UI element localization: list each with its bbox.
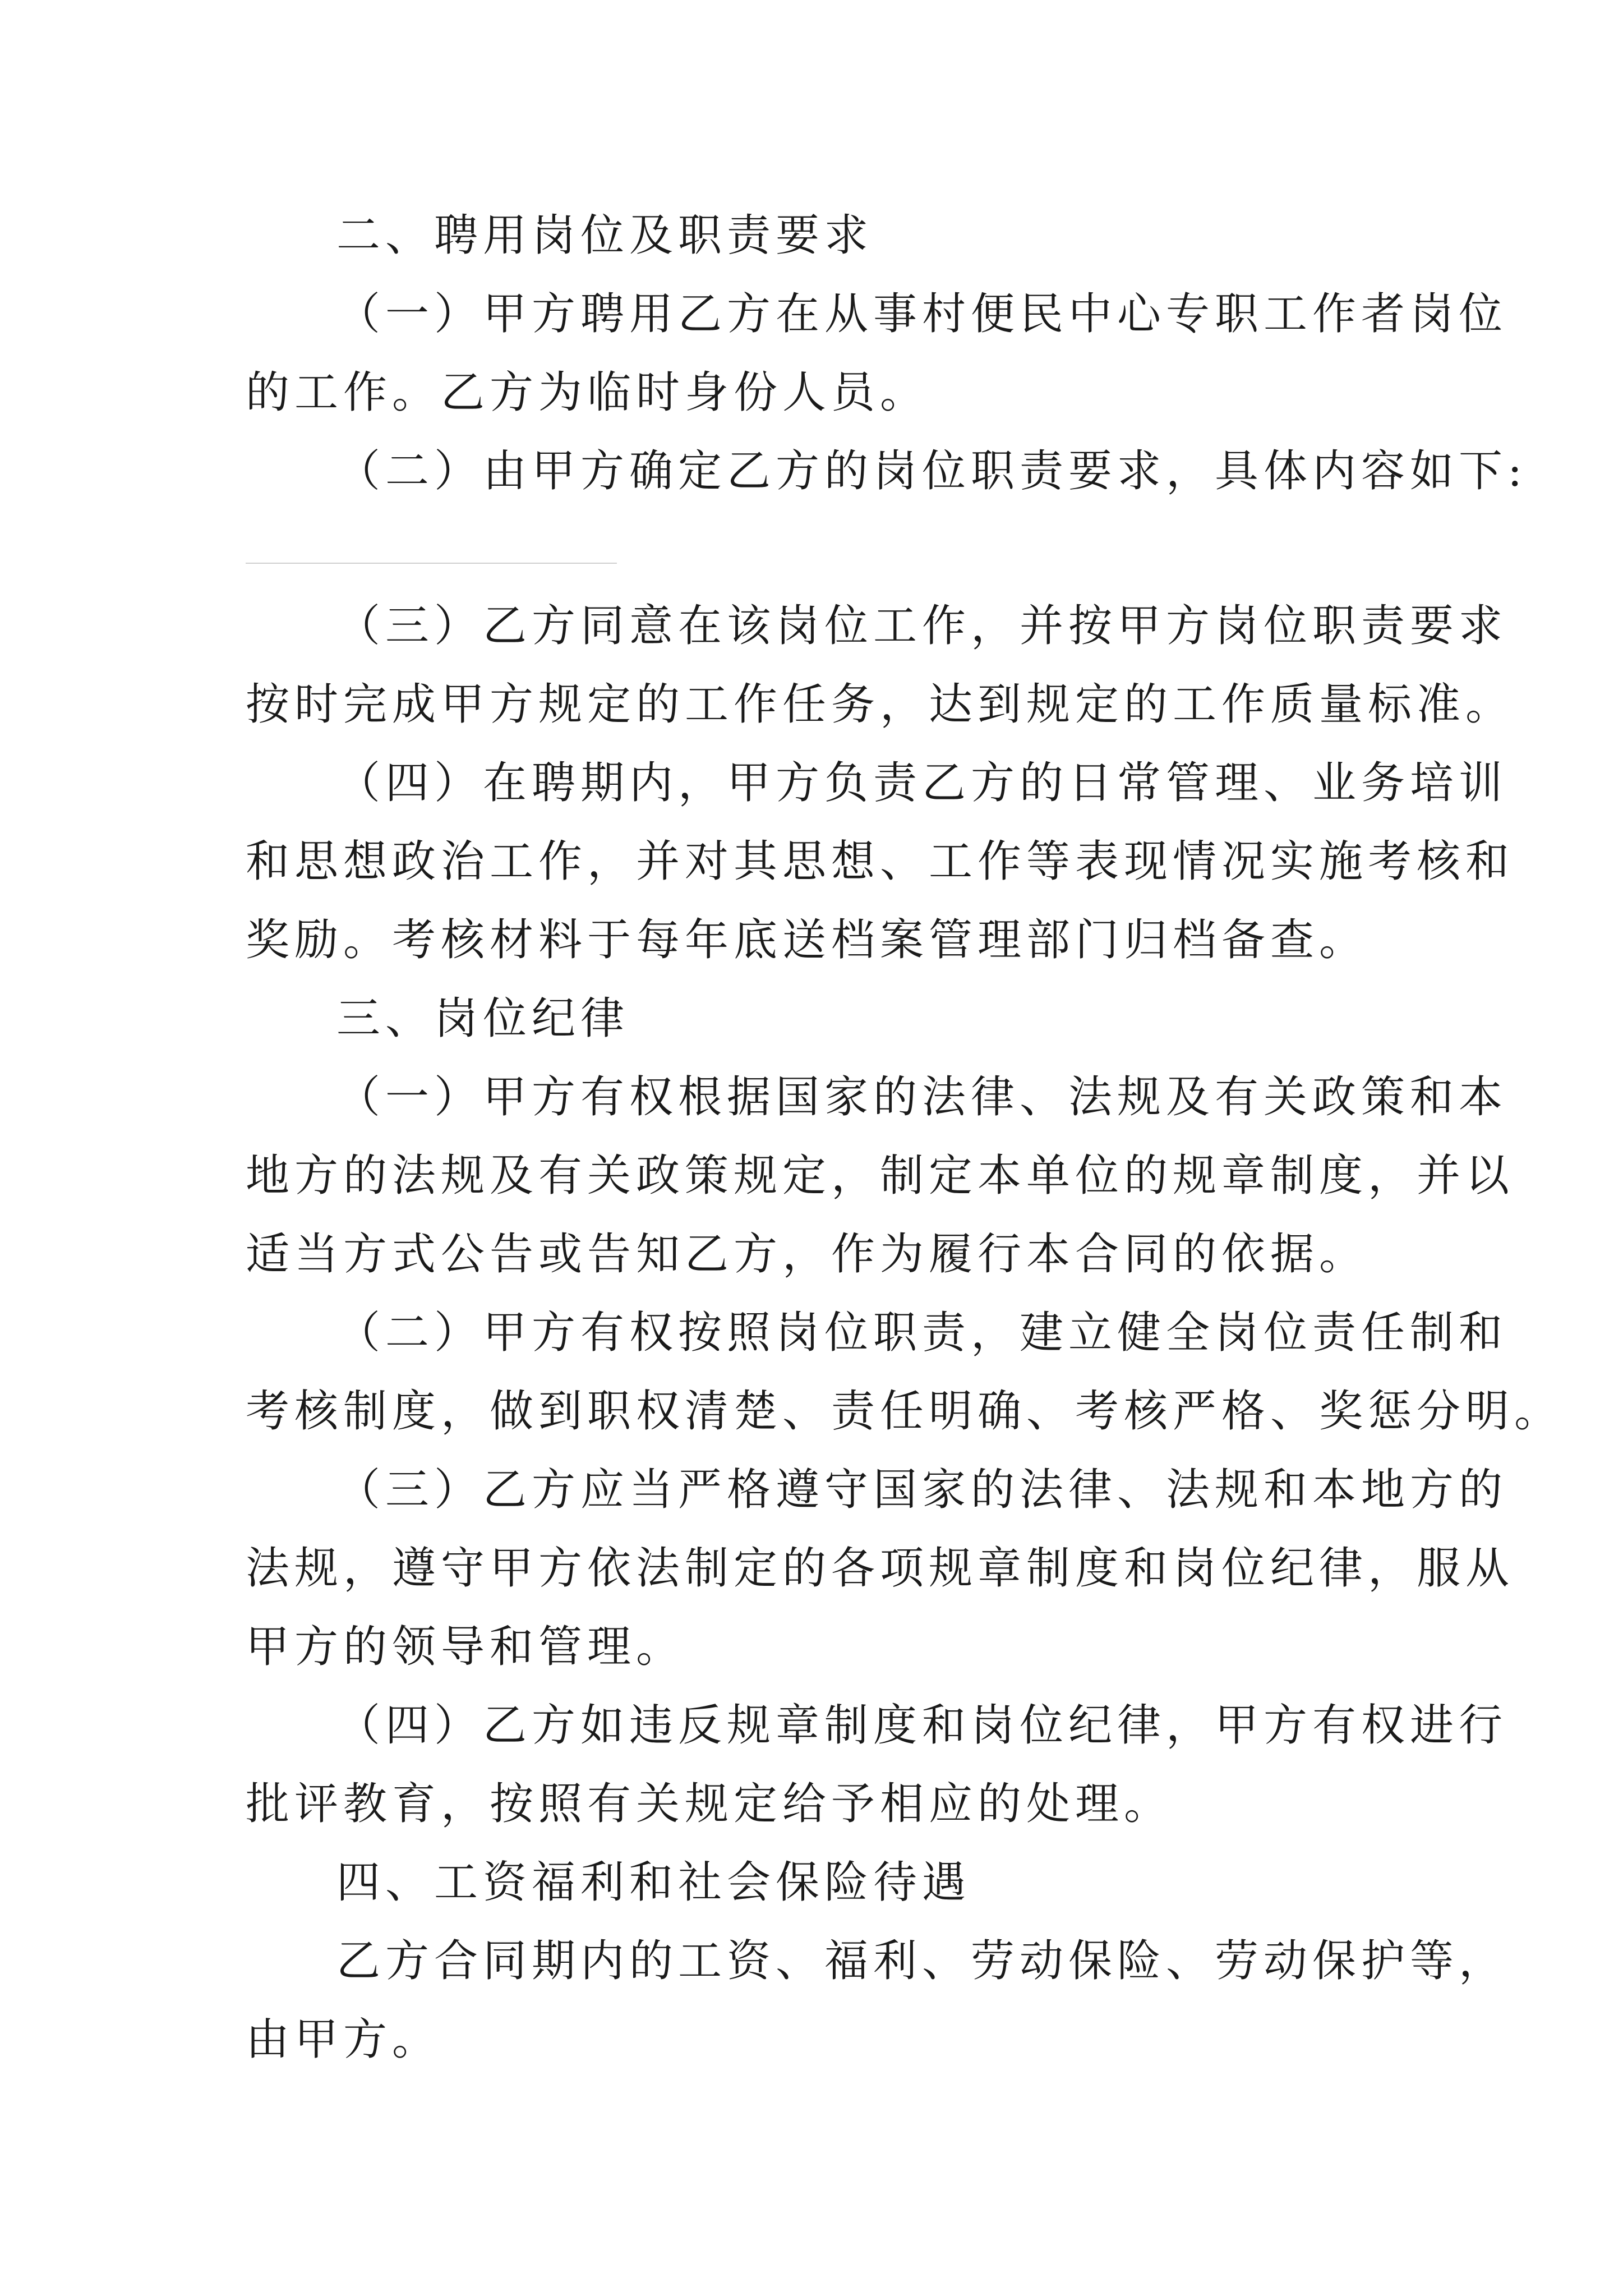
paragraph-line: 批评教育，按照有关规定给予相应的处理。	[246, 1779, 1173, 1829]
paragraph-line: 乙方合同期内的工资、福利、劳动保险、劳动保护等，	[336, 1936, 1508, 1986]
paragraph-line: （二）由甲方确定乙方的岗位职责要求，具体内容如下:	[336, 446, 1528, 496]
section-heading-2: 二、聘用岗位及职责要求	[336, 210, 874, 261]
paragraph-line: 甲方的领导和管理。	[246, 1622, 685, 1672]
paragraph-line: 适当方式公告或告知乙方，作为履行本合同的依据。	[246, 1229, 1368, 1280]
paragraph-line: （一）甲方聘用乙方在从事村便民中心专职工作者岗位	[336, 289, 1508, 339]
divider-line	[246, 563, 617, 564]
paragraph-line: 按时完成甲方规定的工作任务，达到规定的工作质量标准。	[246, 679, 1515, 730]
paragraph-line: 由甲方。	[246, 2014, 441, 2065]
paragraph-line: 法规，遵守甲方依法制定的各项规章制度和岗位纪律，服从	[246, 1543, 1515, 1594]
paragraph-line: （三）乙方应当严格遵守国家的法律、法规和本地方的	[336, 1465, 1508, 1515]
paragraph-line: 的工作。乙方为临时身份人员。	[246, 367, 929, 418]
paragraph-line: （四）乙方如违反规章制度和岗位纪律，甲方有权进行	[336, 1700, 1508, 1751]
paragraph-line: （一）甲方有权根据国家的法律、法规及有关政策和本	[336, 1072, 1508, 1122]
section-heading-3: 三、岗位纪律	[336, 993, 630, 1044]
paragraph-line: 和思想政治工作，并对其思想、工作等表现情况实施考核和	[246, 836, 1515, 887]
section-heading-4: 四、工资福利和社会保险待遇	[336, 1857, 971, 1908]
paragraph-line: （二）甲方有权按照岗位职责，建立健全岗位责任制和	[336, 1308, 1508, 1358]
paragraph-line: 奖励。考核材料于每年底送档案管理部门归档备查。	[246, 915, 1368, 965]
paragraph-line: 考核制度，做到职权清楚、责任明确、考核严格、奖惩分明。	[246, 1386, 1564, 1437]
paragraph-line: 地方的法规及有关政策规定，制定本单位的规章制度，并以	[246, 1151, 1515, 1201]
paragraph-line: （三）乙方同意在该岗位工作，并按甲方岗位职责要求	[336, 601, 1508, 651]
paragraph-line: （四）在聘期内，甲方负责乙方的日常管理、业务培训	[336, 758, 1508, 808]
